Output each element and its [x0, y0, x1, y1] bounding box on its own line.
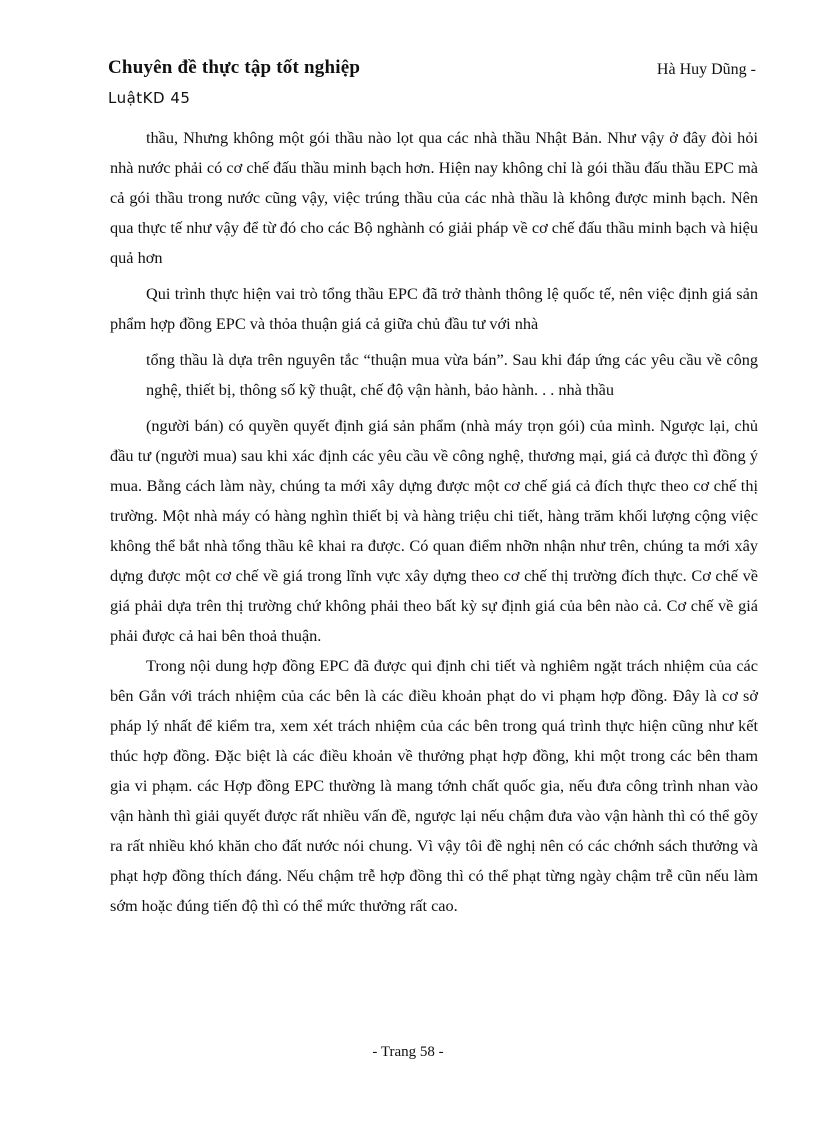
paragraph-pricing-principle: tổng thầu là dựa trên nguyên tắc “thuận mua vừa bán”. Sau khi đáp ứng các yêu cầu về công nghệ, thiết bị, thông số kỹ thuật, chế độ vận hành, bảo hành. . . nhà thầu [146, 350, 758, 399]
paragraph-epc-process: Qui trình thực hiện vai trò tổng thầu EPC đã trở thành thông lệ quốc tế, nên việc định giá sản phẩm hợp đồng EPC và thỏa thuận giá cả giữa chủ đầu tư với nhà [110, 284, 758, 333]
document-title: Chuyên đề thực tập tốt nghiệp [108, 57, 361, 78]
author-name: Hà Huy Dũng - [656, 61, 756, 78]
paragraph-seller-rights: (người bán) có quyền quyết định giá sản phẩm (nhà máy trọn gói) của mình. Ngược lại, chủ đầu tư (người mua) sau khi xác định các yêu cầu về công nghệ, thương mại, giá cả được thì đồng ý mua. Bằng cách làm này, chúng ta mới xây dựng được một cơ chế giá cả đích thực theo cơ chế thị trường. Một nhà máy có hàng nghìn thiết bị và hàng triệu chi tiết, hàng trăm khối lượng cộng việc không thể bắt nhà tổng thầu kê khai ra được. Có quan điểm nhỡn nhận như trên, chúng ta mới xây dựng được một cơ chế về giá trong lĩnh vực xây dựng theo cơ chế thị trường đích thực. Cơ chế về giá phải dựa trên thị trường chứ không phải theo bất kỳ sự định giá của bên nào cả. Cơ chế về giá phải được cả hai bên thoả thuận. [110, 416, 758, 645]
paragraph-contract-liability: Trong nội dung hợp đồng EPC đã được qui định chi tiết và nghiêm ngặt trách nhiệm của các bên Gắn với trách nhiệm của các bên là các điều khoản phạt do vi phạm hợp đồng. Đây là cơ sở pháp lý nhất để kiểm tra, xem xét trách nhiệm của các bên trong quá trình thực hiện cũng như kết thúc hợp đồng. Đặc biệt là các điều khoản về thưởng phạt hợp đồng, khi một trong các bên tham gia vi phạm. các Hợp đồng EPC thường là mang tớnh chất quốc gia, nếu đưa công trình nhan vào vận hành thì giải quyết được rất nhiều vấn đề, ngược lại nếu chậm đưa vào vận hành thì có thể gõy ra rất nhiều khó khăn cho đất nước nói chung. Vì vậy tôi đề nghị nên có các chớnh sách thưởng và phạt hợp đồng thích đáng. Nếu chậm trễ hợp đồng thì có thể phạt từng ngày chậm trễ cũn nếu làm sớm hoặc đúng tiến độ thì có thể mức thưởng rất cao. [110, 656, 758, 915]
document-body [110, 123, 758, 921]
paragraph-continuation: thầu, Nhưng không một gói thầu nào lọt qua các nhà thầu Nhật Bản. Như vậy ở đây đòi hỏi nhà nước phải có cơ chế đấu thầu minh bạch hơn. Hiện nay không chỉ là gói thầu đấu thầu EPC mà cả gói thầu trong nước cũng vậy, việc trúng thầu của các nhà thầu là không được minh bạch. Nên qua thực tế như vậy để từ đó cho các Bộ nghành có giải pháp về cơ chế đấu thầu minh bạch và hiệu quả hơn [110, 128, 758, 267]
document-subtitle: LuậtKD 45 [108, 89, 191, 107]
page-number: - Trang 58 - [372, 1044, 444, 1060]
